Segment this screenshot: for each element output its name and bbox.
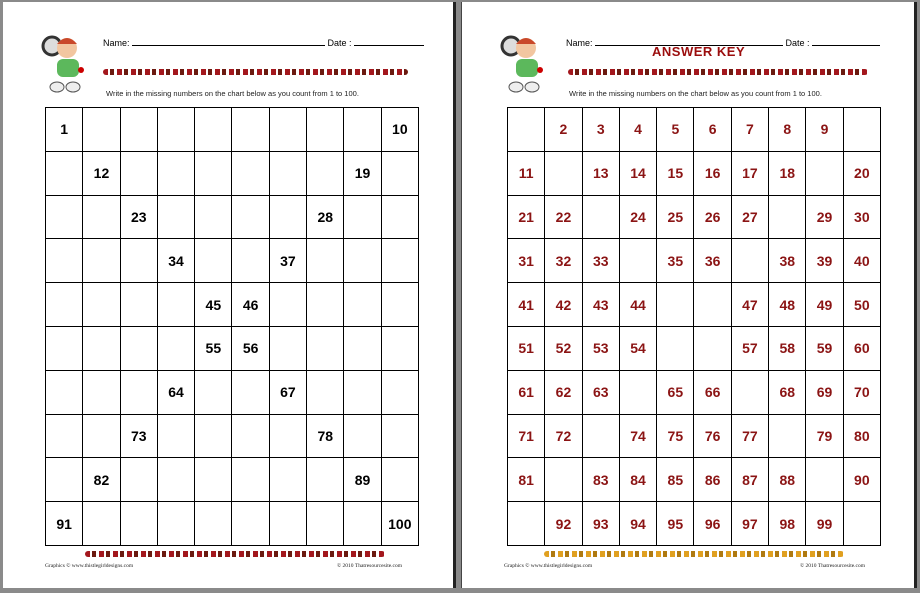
chart-cell[interactable] [120, 283, 157, 327]
chart-cell[interactable] [344, 370, 381, 414]
chart-cell: 50 [843, 283, 880, 327]
chart-cell: 95 [657, 502, 694, 546]
chart-cell[interactable] [157, 414, 194, 458]
chart-cell[interactable] [619, 370, 656, 414]
chart-cell: 8 [769, 108, 806, 152]
chart-cell[interactable] [232, 195, 269, 239]
ladybug-border-bottom [85, 551, 385, 557]
chart-cell: 27 [731, 195, 768, 239]
chart-cell: 64 [157, 370, 194, 414]
chart-cell: 54 [619, 326, 656, 370]
chart-cell: 84 [619, 458, 656, 502]
chart-cell[interactable] [232, 108, 269, 152]
chart-cell[interactable] [120, 502, 157, 546]
chart-cell[interactable] [46, 195, 83, 239]
chart-cell: 93 [582, 502, 619, 546]
chart-cell[interactable] [46, 151, 83, 195]
name-label: Name: [103, 38, 130, 48]
instructions: Write in the missing numbers on the chart below as you count from 1 to 100. [106, 89, 359, 98]
chart-cell: 41 [508, 283, 545, 327]
chart-cell[interactable] [157, 283, 194, 327]
chart-cell: 59 [806, 326, 843, 370]
chart-cell[interactable] [582, 195, 619, 239]
chart-cell: 9 [806, 108, 843, 152]
chart-cell[interactable] [731, 239, 768, 283]
chart-cell[interactable] [269, 326, 306, 370]
chart-cell: 6 [694, 108, 731, 152]
chart-cell: 24 [619, 195, 656, 239]
chart-cell: 94 [619, 502, 656, 546]
chart-cell[interactable] [120, 239, 157, 283]
chart-cell[interactable] [381, 370, 418, 414]
chart-cell: 57 [731, 326, 768, 370]
chart-cell[interactable] [157, 195, 194, 239]
chart-cell[interactable] [269, 502, 306, 546]
chart-cell[interactable] [46, 326, 83, 370]
chart-cell[interactable] [307, 502, 344, 546]
chart-cell: 47 [731, 283, 768, 327]
chart-cell[interactable] [806, 151, 843, 195]
chart-cell: 44 [619, 283, 656, 327]
chart-cell[interactable] [307, 458, 344, 502]
chart-cell: 76 [694, 414, 731, 458]
name-field[interactable] [132, 37, 325, 46]
chart-cell: 36 [694, 239, 731, 283]
chart-cell: 65 [657, 370, 694, 414]
chart-cell[interactable] [46, 283, 83, 327]
chart-cell[interactable] [269, 458, 306, 502]
chart-cell: 77 [731, 414, 768, 458]
chart-cell[interactable] [307, 239, 344, 283]
chart-cell: 18 [769, 151, 806, 195]
chart-row [508, 283, 881, 327]
chart-cell[interactable] [582, 414, 619, 458]
chart-cell[interactable] [157, 326, 194, 370]
chart-cell: 80 [843, 414, 880, 458]
chart-cell: 30 [843, 195, 880, 239]
chart-cell[interactable] [307, 151, 344, 195]
chart-cell: 60 [843, 326, 880, 370]
date-field[interactable] [354, 37, 424, 46]
chart-cell: 58 [769, 326, 806, 370]
copyright: © 2010 Thatresourcesite.com [337, 563, 403, 569]
chart-cell: 33 [582, 239, 619, 283]
chart-cell[interactable] [344, 326, 381, 370]
chart-cell: 43 [582, 283, 619, 327]
chart-row [46, 195, 419, 239]
chart-cell[interactable] [83, 414, 120, 458]
chart-cell: 87 [731, 458, 768, 502]
chart-cell[interactable] [381, 414, 418, 458]
chart-cell[interactable] [232, 502, 269, 546]
chart-row [46, 414, 419, 458]
chart-row [46, 458, 419, 502]
chart-cell[interactable] [232, 151, 269, 195]
chart-cell: 79 [806, 414, 843, 458]
chart-cell[interactable] [381, 326, 418, 370]
chart-cell[interactable] [307, 326, 344, 370]
chart-cell[interactable] [269, 283, 306, 327]
chart-cell: 89 [344, 458, 381, 502]
chart-cell: 31 [508, 239, 545, 283]
chart-cell[interactable] [83, 283, 120, 327]
chart-cell[interactable] [83, 108, 120, 152]
chart-cell: 35 [657, 239, 694, 283]
chart-cell[interactable] [195, 414, 232, 458]
chart-cell: 10 [381, 108, 418, 152]
chart-cell[interactable] [195, 239, 232, 283]
name-date-header [103, 37, 424, 48]
chart-cell[interactable] [269, 108, 306, 152]
chart-cell: 55 [195, 326, 232, 370]
chart-cell: 92 [545, 502, 582, 546]
chart-cell[interactable] [157, 151, 194, 195]
chart-cell[interactable] [344, 108, 381, 152]
chart-row [46, 108, 419, 152]
chart-cell[interactable] [619, 239, 656, 283]
ladybug-border [103, 69, 408, 75]
chart-row [508, 239, 881, 283]
chart-cell[interactable] [120, 458, 157, 502]
chart-cell: 26 [694, 195, 731, 239]
chart-cell[interactable] [83, 195, 120, 239]
chart-cell: 42 [545, 283, 582, 327]
chart-cell: 2 [545, 108, 582, 152]
chart-cell: 39 [806, 239, 843, 283]
chart-cell[interactable] [83, 502, 120, 546]
chart-cell[interactable] [381, 239, 418, 283]
worksheet-page [3, 2, 456, 588]
chart-cell: 23 [120, 195, 157, 239]
date-field[interactable] [812, 37, 880, 46]
chart-row [508, 458, 881, 502]
copyright: © 2010 Thatresourcesite.com [800, 563, 866, 569]
chart-cell: 67 [269, 370, 306, 414]
chart-row [508, 151, 881, 195]
chart-cell[interactable] [157, 108, 194, 152]
chart-cell: 98 [769, 502, 806, 546]
chart-cell[interactable] [46, 370, 83, 414]
chart-cell[interactable] [806, 458, 843, 502]
chart-cell[interactable] [344, 502, 381, 546]
chart-row [508, 195, 881, 239]
instructions: Write in the missing numbers on the chart below as you count from 1 to 100. [569, 89, 822, 98]
chart-cell[interactable] [195, 502, 232, 546]
chart-cell[interactable] [232, 414, 269, 458]
chart-cell: 97 [731, 502, 768, 546]
chart-cell: 20 [843, 151, 880, 195]
chart-cell[interactable] [843, 502, 880, 546]
name-label: Name: [566, 38, 593, 48]
chart-cell: 7 [731, 108, 768, 152]
chart-cell: 62 [545, 370, 582, 414]
chart-cell: 78 [307, 414, 344, 458]
chart-cell: 1 [46, 108, 83, 152]
chart-cell: 100 [381, 502, 418, 546]
chart-cell: 25 [657, 195, 694, 239]
chart-cell: 14 [619, 151, 656, 195]
chart-cell: 46 [232, 283, 269, 327]
chart-cell: 69 [806, 370, 843, 414]
bee-border-bottom [544, 551, 844, 557]
chart-cell[interactable] [307, 283, 344, 327]
chart-cell: 3 [582, 108, 619, 152]
chart-cell[interactable] [344, 414, 381, 458]
chart-cell: 12 [83, 151, 120, 195]
date-label: Date : [785, 38, 810, 48]
hundreds-chart [45, 107, 419, 546]
chart-cell: 72 [545, 414, 582, 458]
chart-cell[interactable] [545, 151, 582, 195]
chart-cell: 49 [806, 283, 843, 327]
chart-cell: 86 [694, 458, 731, 502]
chart-cell[interactable] [769, 414, 806, 458]
chart-row [508, 370, 881, 414]
chart-cell[interactable] [381, 195, 418, 239]
chart-cell[interactable] [195, 195, 232, 239]
chart-cell: 74 [619, 414, 656, 458]
chart-cell: 52 [545, 326, 582, 370]
date-label: Date : [327, 38, 352, 48]
chart-cell: 82 [83, 458, 120, 502]
chart-cell[interactable] [83, 370, 120, 414]
chart-cell[interactable] [120, 151, 157, 195]
chart-cell[interactable] [344, 283, 381, 327]
answer-key-page [461, 2, 917, 588]
chart-cell: 15 [657, 151, 694, 195]
chart-cell[interactable] [232, 239, 269, 283]
chart-cell[interactable] [195, 458, 232, 502]
chart-cell: 48 [769, 283, 806, 327]
chart-cell[interactable] [657, 283, 694, 327]
chart-cell: 53 [582, 326, 619, 370]
answer-key-title: ANSWER KEY [652, 44, 746, 59]
chart-cell[interactable] [120, 370, 157, 414]
chart-cell: 29 [806, 195, 843, 239]
chart-cell: 19 [344, 151, 381, 195]
chart-cell[interactable] [731, 370, 768, 414]
chart-cell[interactable] [157, 458, 194, 502]
chart-cell: 32 [545, 239, 582, 283]
chart-cell: 90 [843, 458, 880, 502]
chart-cell[interactable] [269, 195, 306, 239]
chart-row [46, 151, 419, 195]
chart-cell: 81 [508, 458, 545, 502]
chart-cell: 17 [731, 151, 768, 195]
chart-cell[interactable] [83, 326, 120, 370]
chart-cell[interactable] [545, 458, 582, 502]
chart-cell[interactable] [344, 239, 381, 283]
chart-cell[interactable] [120, 108, 157, 152]
chart-cell: 34 [157, 239, 194, 283]
chart-cell[interactable] [508, 502, 545, 546]
chart-cell[interactable] [344, 195, 381, 239]
chart-cell[interactable] [46, 239, 83, 283]
chart-cell[interactable] [46, 458, 83, 502]
chart-row [46, 502, 419, 546]
chart-cell: 51 [508, 326, 545, 370]
chart-cell: 99 [806, 502, 843, 546]
chart-row [46, 370, 419, 414]
chart-cell: 71 [508, 414, 545, 458]
chart-cell: 70 [843, 370, 880, 414]
chart-cell: 75 [657, 414, 694, 458]
graphics-credit: Graphics © www.thistlegirldesigns.com [504, 563, 593, 569]
chart-cell: 40 [843, 239, 880, 283]
chart-cell: 85 [657, 458, 694, 502]
chart-cell[interactable] [769, 195, 806, 239]
chart-cell: 88 [769, 458, 806, 502]
chart-row [508, 108, 881, 152]
chart-cell: 66 [694, 370, 731, 414]
chart-cell: 11 [508, 151, 545, 195]
chart-cell: 22 [545, 195, 582, 239]
chart-cell[interactable] [307, 370, 344, 414]
boy-with-magnifier-icon [41, 32, 91, 94]
chart-row [46, 239, 419, 283]
chart-cell[interactable] [157, 502, 194, 546]
chart-row [508, 502, 881, 546]
chart-cell: 5 [657, 108, 694, 152]
chart-cell[interactable] [381, 283, 418, 327]
chart-cell[interactable] [381, 151, 418, 195]
answer-chart [507, 107, 881, 546]
chart-cell[interactable] [657, 326, 694, 370]
chart-cell: 68 [769, 370, 806, 414]
chart-cell[interactable] [307, 108, 344, 152]
chart-cell: 28 [307, 195, 344, 239]
chart-cell[interactable] [232, 370, 269, 414]
chart-cell[interactable] [694, 326, 731, 370]
chart-row [508, 414, 881, 458]
chart-cell: 38 [769, 239, 806, 283]
chart-cell: 91 [46, 502, 83, 546]
chart-cell[interactable] [269, 151, 306, 195]
boy-with-magnifier-icon [500, 32, 550, 94]
chart-cell: 63 [582, 370, 619, 414]
chart-cell[interactable] [83, 239, 120, 283]
chart-cell: 56 [232, 326, 269, 370]
graphics-credit: Graphics © www.thistlegirldesigns.com [45, 563, 134, 569]
chart-cell: 4 [619, 108, 656, 152]
chart-row [46, 283, 419, 327]
chart-cell[interactable] [269, 414, 306, 458]
chart-cell[interactable] [120, 326, 157, 370]
chart-cell[interactable] [195, 108, 232, 152]
chart-row [508, 326, 881, 370]
chart-cell[interactable] [46, 414, 83, 458]
ladybug-border [568, 69, 868, 75]
chart-cell[interactable] [694, 283, 731, 327]
chart-cell[interactable] [232, 458, 269, 502]
chart-cell: 21 [508, 195, 545, 239]
chart-cell: 45 [195, 283, 232, 327]
chart-cell: 16 [694, 151, 731, 195]
chart-cell[interactable] [195, 151, 232, 195]
chart-cell[interactable] [195, 370, 232, 414]
chart-cell: 37 [269, 239, 306, 283]
chart-cell: 73 [120, 414, 157, 458]
chart-cell[interactable] [508, 108, 545, 152]
chart-cell: 13 [582, 151, 619, 195]
chart-cell[interactable] [381, 458, 418, 502]
chart-cell[interactable] [843, 108, 880, 152]
chart-cell: 61 [508, 370, 545, 414]
chart-cell: 83 [582, 458, 619, 502]
chart-cell: 96 [694, 502, 731, 546]
chart-row [46, 326, 419, 370]
